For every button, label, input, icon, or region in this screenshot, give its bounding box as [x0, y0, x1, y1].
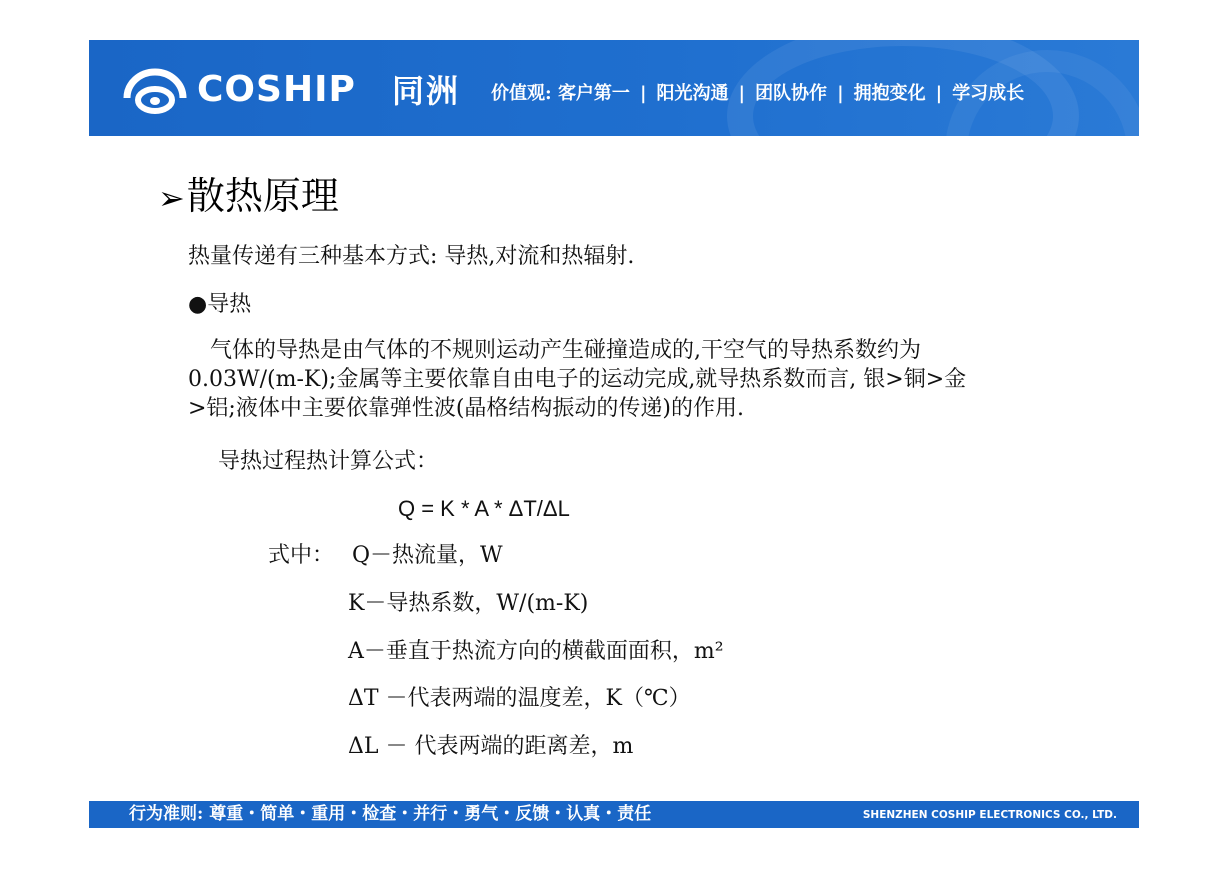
footer-banner: [89, 801, 1139, 828]
title-arrow-bullet: ➢: [158, 179, 185, 217]
value-separator: |: [837, 83, 844, 104]
values-label: 价值观:: [491, 83, 552, 104]
company-values: [491, 82, 1024, 106]
section-heading: ●导热: [188, 292, 252, 317]
intro-text: 热量传递有三种基本方式: 导热,对流和热辐射.: [188, 244, 635, 269]
definition-delta-t: ΔT －代表两端的温度差，K（℃）: [348, 686, 691, 711]
coship-logo-icon: [123, 68, 187, 114]
formula: Q = K * A * ΔT/ΔL: [398, 496, 570, 521]
definition-delta-l: ΔL － 代表两端的距离差，m: [348, 734, 634, 759]
company-name: SHENZHEN COSHIP ELECTRONICS CO., LTD.: [862, 809, 1117, 821]
where-label: 式中：: [268, 543, 335, 568]
definition-q: Q－热流量，W: [352, 543, 503, 568]
definition-a: A－垂直于热流方向的横截面面积，m²: [348, 639, 724, 664]
code-of-conduct: 行为准则: 尊重・简单・重用・检查・并行・勇气・反馈・认真・责任: [129, 804, 652, 824]
value-item: 团队协作: [755, 83, 828, 104]
value-item: 阳光沟通: [656, 83, 729, 104]
slide-title-text: 散热原理: [186, 174, 339, 218]
slide-title: [158, 172, 339, 222]
paragraph-line: 0.03W/(m-K);金属等主要依靠自由电子的运动完成,就导热系数而言, 银>铜>金: [188, 367, 967, 392]
definition-k: K－导热系数，W/(m-K): [348, 591, 589, 616]
brand-name: COSHIP: [197, 69, 356, 110]
value-separator: |: [639, 83, 647, 104]
formula-intro: 导热过程热计算公式：: [218, 449, 439, 474]
brand-name-cn: 同洲: [392, 72, 461, 110]
value-item: 拥抱变化: [853, 83, 926, 104]
value-item: 学习成长: [952, 83, 1025, 104]
value-separator: |: [738, 83, 746, 104]
value-separator: |: [935, 83, 943, 104]
value-item: 客户第一: [557, 83, 630, 104]
paragraph-line: >铝;液体中主要依靠弹性波(晶格结构振动的传递)的作用.: [188, 396, 745, 421]
conduction-paragraph: [188, 336, 1093, 423]
paragraph-line: 气体的导热是由气体的不规则运动产生碰撞造成的,干空气的导热系数约为: [188, 338, 921, 363]
header-banner: [89, 40, 1139, 136]
